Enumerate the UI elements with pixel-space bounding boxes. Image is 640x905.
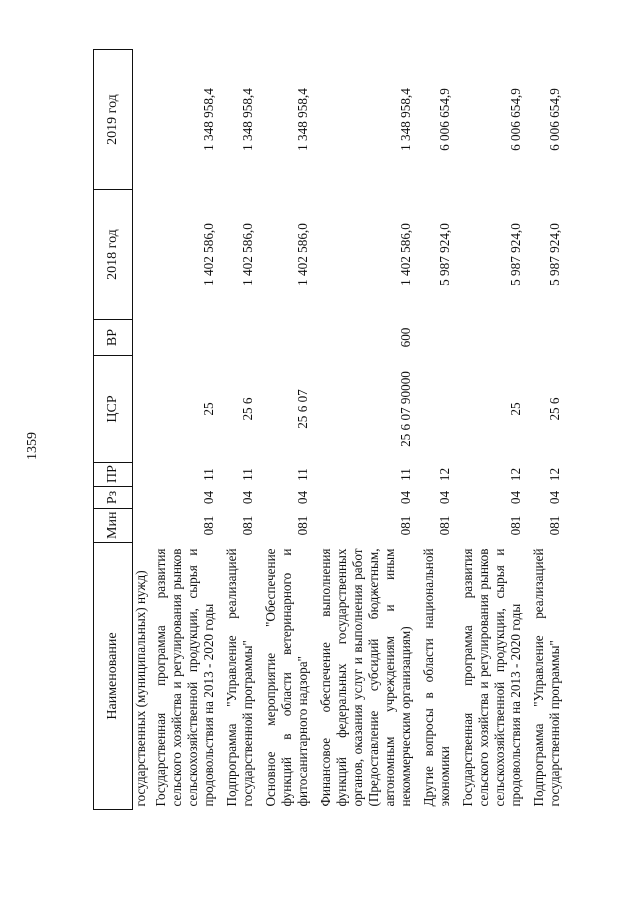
row-csr: 25 bbox=[201, 402, 216, 416]
table-row bbox=[260, 50, 315, 810]
row-2019: 6 006 654,9 bbox=[508, 88, 523, 151]
row-rz: 04 bbox=[295, 490, 310, 505]
row-2018: 5 987 924,0 bbox=[437, 223, 452, 286]
header-min: Мин bbox=[94, 509, 133, 543]
row-min: 081 bbox=[508, 515, 523, 536]
row-csr bbox=[418, 356, 457, 463]
row-2019: 1 348 958,4 bbox=[295, 88, 310, 151]
carry-over-text: государственных (муниципальных) нужд) bbox=[133, 570, 148, 807]
row-rz: 04 bbox=[547, 490, 562, 505]
carry-over-row bbox=[133, 50, 151, 810]
table-row bbox=[418, 50, 457, 810]
header-vr: ВР bbox=[94, 320, 133, 356]
row-csr: 25 6 bbox=[547, 397, 562, 421]
table-row bbox=[221, 50, 260, 810]
header-2019: 2019 год bbox=[94, 50, 133, 190]
row-pr: 11 bbox=[295, 468, 310, 481]
row-2018: 5 987 924,0 bbox=[508, 223, 523, 286]
row-name: Подпрограмма "Управление реализацией государственной программы" bbox=[531, 548, 562, 807]
row-pr: 12 bbox=[437, 467, 452, 482]
row-vr bbox=[418, 320, 457, 356]
header-name: Наименование bbox=[94, 543, 133, 810]
row-vr bbox=[457, 320, 528, 356]
row-pr: 12 bbox=[547, 467, 562, 482]
row-name: Государственная программа развития сельского хозяйства и регулирования рынков сельскохозяйственной продукции, сырья и продовольствия на 2013 - 2020 годы bbox=[460, 548, 523, 807]
row-pr: 11 bbox=[398, 468, 413, 481]
row-min: 081 bbox=[547, 515, 562, 536]
row-vr bbox=[528, 320, 567, 356]
row-2018: 1 402 586,0 bbox=[201, 223, 216, 286]
row-rz: 04 bbox=[240, 490, 255, 505]
budget-table bbox=[93, 49, 567, 810]
header-rz: Рз bbox=[94, 487, 133, 509]
row-2019: 6 006 654,9 bbox=[437, 88, 452, 151]
page-number: 1359 bbox=[25, 432, 40, 460]
row-2018: 1 402 586,0 bbox=[295, 223, 310, 286]
row-name: Финансовое обеспечение выполнения функций федеральных государственных органов, оказания услуг и выполнения работ (Предоставление субсидий бюджетным, автономным учреждениям и иным некоммерческим организациям) bbox=[318, 548, 413, 807]
row-2018: 5 987 924,0 bbox=[547, 223, 562, 286]
row-vr: 600 bbox=[398, 327, 413, 348]
row-pr: 12 bbox=[508, 467, 523, 482]
row-name: Другие вопросы в области национальной экономики bbox=[421, 548, 452, 807]
row-2018: 1 402 586,0 bbox=[398, 223, 413, 286]
row-min: 081 bbox=[437, 515, 452, 536]
row-2019: 1 348 958,4 bbox=[240, 88, 255, 151]
row-name: Государственная программа развития сельского хозяйства и регулирования рынков сельскохозяйственной продукции, сырья и продовольствия на 2013 - 2020 годы bbox=[153, 548, 216, 807]
row-min: 081 bbox=[295, 515, 310, 536]
row-csr: 25 6 bbox=[240, 397, 255, 421]
header-csr: ЦСР bbox=[94, 356, 133, 463]
table-row bbox=[528, 50, 567, 810]
row-2019: 1 348 958,4 bbox=[201, 88, 216, 151]
header-2018: 2018 год bbox=[94, 190, 133, 320]
rotated-page bbox=[93, 50, 613, 810]
row-vr bbox=[150, 320, 221, 356]
row-2019: 1 348 958,4 bbox=[398, 88, 413, 151]
row-vr bbox=[221, 320, 260, 356]
row-csr: 25 6 07 90000 bbox=[398, 371, 413, 447]
row-min: 081 bbox=[201, 515, 216, 536]
row-2019: 6 006 654,9 bbox=[547, 88, 562, 151]
row-name: Основное мероприятие "Обеспечение функций в области ветеринарного и фитосанитарного надзора" bbox=[263, 548, 310, 807]
row-csr: 25 6 07 bbox=[295, 389, 310, 429]
row-2018: 1 402 586,0 bbox=[240, 223, 255, 286]
row-pr: 11 bbox=[240, 468, 255, 481]
row-name: Подпрограмма "Управление реализацией государственной программы" bbox=[224, 548, 255, 807]
header-pr: ПР bbox=[94, 463, 133, 487]
table-row bbox=[315, 50, 418, 810]
table-row bbox=[150, 50, 221, 810]
row-pr: 11 bbox=[201, 468, 216, 481]
header-row bbox=[94, 50, 133, 810]
row-csr: 25 bbox=[508, 402, 523, 416]
row-min: 081 bbox=[240, 515, 255, 536]
row-rz: 04 bbox=[437, 490, 452, 505]
table-row bbox=[457, 50, 528, 810]
row-vr bbox=[260, 320, 315, 356]
row-rz: 04 bbox=[398, 490, 413, 505]
row-rz: 04 bbox=[508, 490, 523, 505]
row-min: 081 bbox=[398, 515, 413, 536]
row-rz: 04 bbox=[201, 490, 216, 505]
